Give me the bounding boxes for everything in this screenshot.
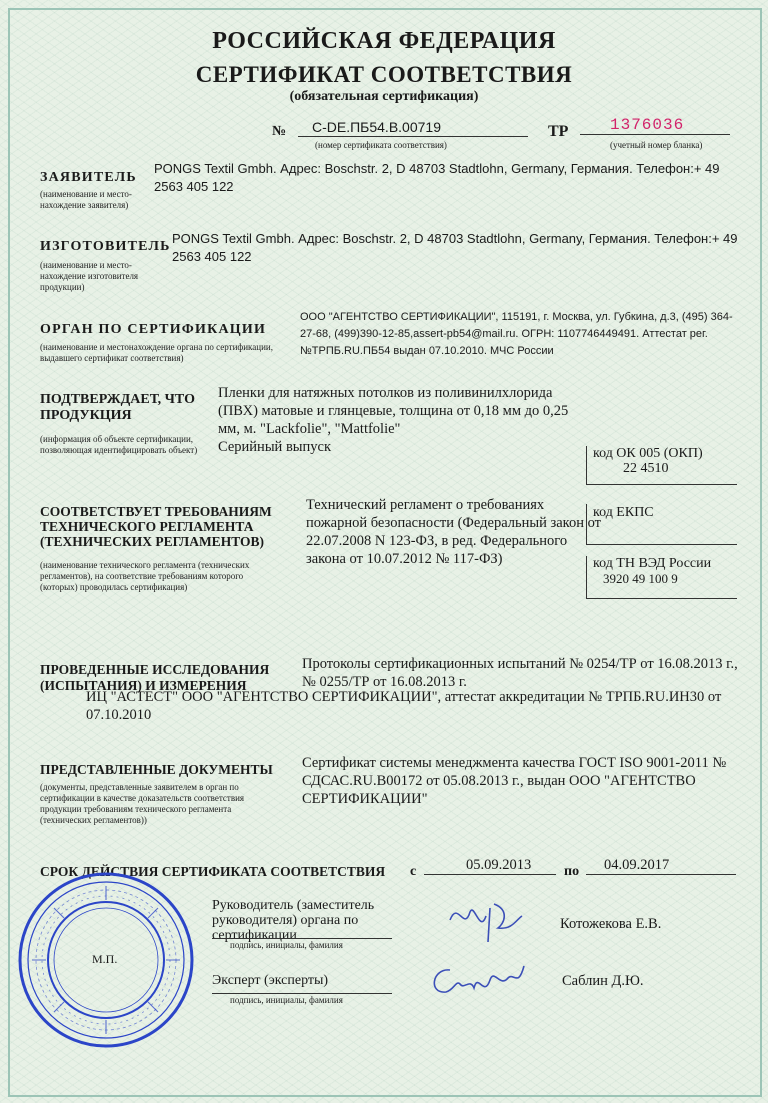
- documents-value: Сертификат системы менеджмента качества ГОСТ ISO 9001-2011 № СДСАС.RU.B00172 от 05.08.2013 г., выдан ООО "АГЕНТСТВО СЕРТИФИКАЦИИ": [302, 755, 727, 807]
- research-lab: ИЦ "АСТЕСТ" ООО "АГЕНТСТВО СЕРТИФИКАЦИИ", аттестат аккредитации № ТРПБ.RU.ИН30 от 07.10.2010: [86, 689, 722, 723]
- ekps-box: [586, 504, 737, 545]
- applicant-caption: (наименование и место-нахождение заявителя): [40, 189, 132, 210]
- blank-number-caption: (учетный номер бланка): [610, 140, 703, 150]
- research-label: ПРОВЕДЕННЫЕ ИССЛЕДОВАНИЯ (ИСПЫТАНИЯ) И ИЗМЕРЕНИЯ: [40, 662, 270, 693]
- expert-signature-icon: [420, 958, 530, 1006]
- blank-number: 1376036: [580, 116, 730, 135]
- product-serial: Серийный выпуск: [218, 439, 332, 455]
- validity-from: 05.09.2013: [424, 856, 556, 875]
- cert-body-caption: (наименование и местонахождение органа по сертификации, выдавшего сертификат соответствия): [40, 342, 273, 363]
- expert-caption: подпись, инициалы, фамилия: [230, 995, 343, 1005]
- cert-number: C-DE.ПБ54.В.00719: [298, 118, 528, 137]
- tnved-value: 3920 49 100 9: [603, 571, 678, 586]
- manufacturer-label: ИЗГОТОВИТЕЛЬ: [40, 239, 171, 254]
- validity-to-label: по: [564, 864, 580, 879]
- regulation-caption: (наименование технического регламента (технических регламентов), на соответствие требованиям которого (которых) проводилась сертификация): [40, 560, 250, 592]
- tnved-label: код ТН ВЭД России: [593, 556, 712, 571]
- head-line: [212, 938, 392, 939]
- number-sign: №: [272, 124, 287, 139]
- regulation-value: Технический регламент о требованиях пожарной безопасности (Федеральный закон от 22.07.2008 N 123-ФЗ, в ред. Федерального закона от 10.07.2012 № 117-ФЗ): [306, 497, 601, 567]
- certificate-subtitle: (обязательная сертификация): [289, 89, 479, 104]
- validity-label: СРОК ДЕЙСТВИЯ СЕРТИФИКАТА СООТВЕТСТВИЯ: [40, 864, 386, 879]
- okp-box: [586, 446, 737, 485]
- okp-label: код ОК 005 (ОКП): [593, 446, 703, 461]
- applicant-value: PONGS Textil Gmbh. Адрес: Boschstr. 2, D 48703 Stadtlohn, Germany, Германия. Телефон:+ 49 2563 405 122: [154, 161, 720, 194]
- manufacturer-value: PONGS Textil Gmbh. Адрес: Boschstr. 2, D 48703 Stadtlohn, Germany, Германия. Телефон:+ 49 2563 405 122: [172, 231, 738, 264]
- cert-number-caption: (номер сертификата соответствия): [315, 140, 447, 150]
- applicant-label: ЗАЯВИТЕЛЬ: [40, 170, 137, 185]
- tnved-box: [586, 556, 737, 599]
- product-caption: (информация об объекте сертификации, позволяющая идентифицировать объект): [40, 434, 198, 455]
- head-signature-icon: [440, 890, 530, 950]
- expert-label: Эксперт (эксперты): [212, 973, 329, 988]
- research-value: Протоколы сертификационных испытаний № 0254/ТР от 16.08.2013 г., № 0255/ТР от 16.08.2013 г.: [302, 656, 738, 690]
- product-value: Пленки для натяжных потолков из поливинилхлорида (ПВХ) матовые и глянцевые, толщина от 0,18 мм до 0,25 мм, м. "Lackfolie", "Mattfolie": [218, 385, 569, 437]
- okp-value: 22 4510: [623, 461, 669, 476]
- validity-from-label: с: [410, 864, 417, 879]
- product-label: ПОДТВЕРЖДАЕТ, ЧТО ПРОДУКЦИЯ: [40, 392, 195, 423]
- cert-body-label: ОРГАН ПО СЕРТИФИКАЦИИ: [40, 322, 267, 337]
- expert-line: [212, 993, 392, 994]
- documents-caption: (документы, представленные заявителем в орган по сертификации в качестве доказательств соответствия продукции требованиям технического регламента (технических регламентов)): [40, 782, 245, 825]
- country-title: РОССИЙСКАЯ ФЕДЕРАЦИЯ: [212, 28, 556, 54]
- validity-to: 04.09.2017: [586, 856, 736, 875]
- head-name: Котожекова Е.В.: [560, 916, 662, 932]
- regulation-label: СООТВЕТСТВУЕТ ТРЕБОВАНИЯМ ТЕХНИЧЕСКОГО РЕГЛАМЕНТА (ТЕХНИЧЕСКИХ РЕГЛАМЕНТОВ): [40, 504, 272, 549]
- tr-label: ТР: [548, 123, 569, 140]
- ekps-label: код ЕКПС: [593, 505, 654, 520]
- documents-label: ПРЕДСТАВЛЕННЫЕ ДОКУМЕНТЫ: [40, 762, 273, 777]
- stamp-mp: М.П.: [92, 952, 118, 966]
- head-label: Руководитель (заместитель руководителя) органа по сертификации: [212, 898, 375, 943]
- manufacturer-caption: (наименование и место-нахождение изготовителя продукции): [40, 260, 139, 292]
- cert-body-value: ООО "АГЕНТСТВО СЕРТИФИКАЦИИ", 115191, г. Москва, ул. Губкина, д.3, (495) 364-27-68, (499)390-12-85,assert-pb54@mail.ru. ОГРН: 1107746449491. Аттестат рег. №ТРПБ.RU.ПБ54 выдан 07.10.2010. МЧС России: [300, 311, 733, 357]
- certificate-title: СЕРТИФИКАТ СООТВЕТСТВИЯ: [195, 62, 573, 87]
- head-caption: подпись, инициалы, фамилия: [230, 940, 343, 950]
- expert-name: Саблин Д.Ю.: [562, 973, 644, 989]
